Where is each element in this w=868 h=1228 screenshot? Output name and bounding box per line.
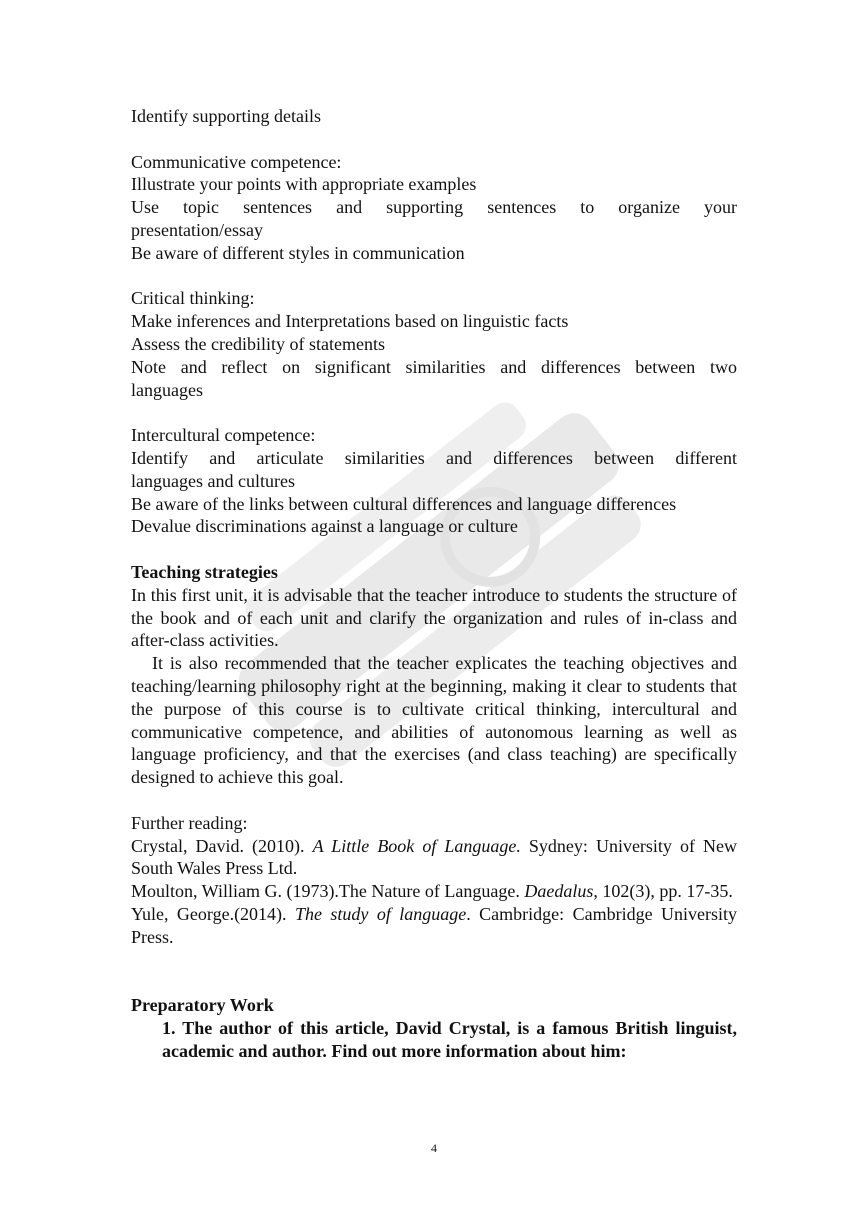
critical-item: Assess the credibility of statements — [131, 333, 385, 354]
objective-line: Identify supporting details — [131, 106, 321, 126]
reference-text: , 102(3), pp. 17-35. — [593, 881, 733, 902]
reference-text: Moulton, William G. (1973).The Nature of Language. — [131, 881, 525, 902]
intercultural-item: Devalue discriminations against a language or culture — [131, 516, 518, 537]
communicative-item-cont: presentation/essay — [131, 219, 263, 240]
reference-text: Sydney: University of New South Wales Press Ltd. — [131, 835, 737, 879]
reference-item — [131, 835, 737, 881]
teaching-paragraph: In this first unit, it is advisable that the teacher introduce to students the structure of the book and of each unit and clarify the organization and rules of in-class and after-class activities. — [131, 584, 737, 651]
communicative-item: Be aware of different styles in communication — [131, 242, 465, 263]
page-number: 4 — [431, 1141, 437, 1155]
teaching-strategies-heading: Teaching strategies — [131, 561, 278, 582]
further-reading-heading: Further reading: — [131, 812, 248, 833]
reference-item — [131, 903, 737, 949]
critical-heading: Critical thinking: — [131, 288, 255, 309]
reference-title: Daedalus — [524, 881, 594, 902]
reference-text: Yule, George.(2014). — [131, 903, 295, 924]
reference-title: A Little Book of Language. — [312, 835, 521, 856]
critical-item: Make inferences and Interpretations based on linguistic facts — [131, 311, 569, 332]
reference-text: . Cambridge: Cambridge University Press. — [131, 903, 737, 947]
teaching-paragraph: It is also recommended that the teacher explicates the teaching objectives and teaching/learning philosophy right at the beginning, making it clear to students that the purpose of this course is to cultivate critical thinking, intercultural and communicative competence, and abilities of autonomous learning as well as language proficiency, and that the exercises (and class teaching) are specifically designed to achieve this goal. — [131, 653, 737, 788]
intercultural-heading: Intercultural competence: — [131, 425, 316, 446]
communicative-item: Use topic sentences and supporting sentences to organize your — [131, 197, 737, 218]
reference-title: The study of language — [294, 903, 467, 924]
intercultural-item: Identify and articulate similarities and differences between different — [131, 447, 737, 468]
document-page — [131, 0, 737, 1062]
intercultural-item: Be aware of the links between cultural differences and language differences — [131, 493, 677, 514]
critical-item-cont: languages — [131, 379, 203, 400]
reference-item — [131, 880, 737, 903]
communicative-item: Illustrate your points with appropriate examples — [131, 174, 477, 195]
critical-item: Note and reflect on significant similarities and differences between two — [131, 356, 737, 377]
intercultural-item-cont: languages and cultures — [131, 470, 295, 491]
preparatory-work-heading: Preparatory Work — [131, 995, 274, 1016]
preparatory-question: 1. The author of this article, David Crystal, is a famous British linguist, academic and author. Find out more information about him: — [162, 1017, 737, 1061]
communicative-heading: Communicative competence: — [131, 151, 342, 172]
reference-text: Crystal, David. (2010). — [131, 835, 313, 856]
